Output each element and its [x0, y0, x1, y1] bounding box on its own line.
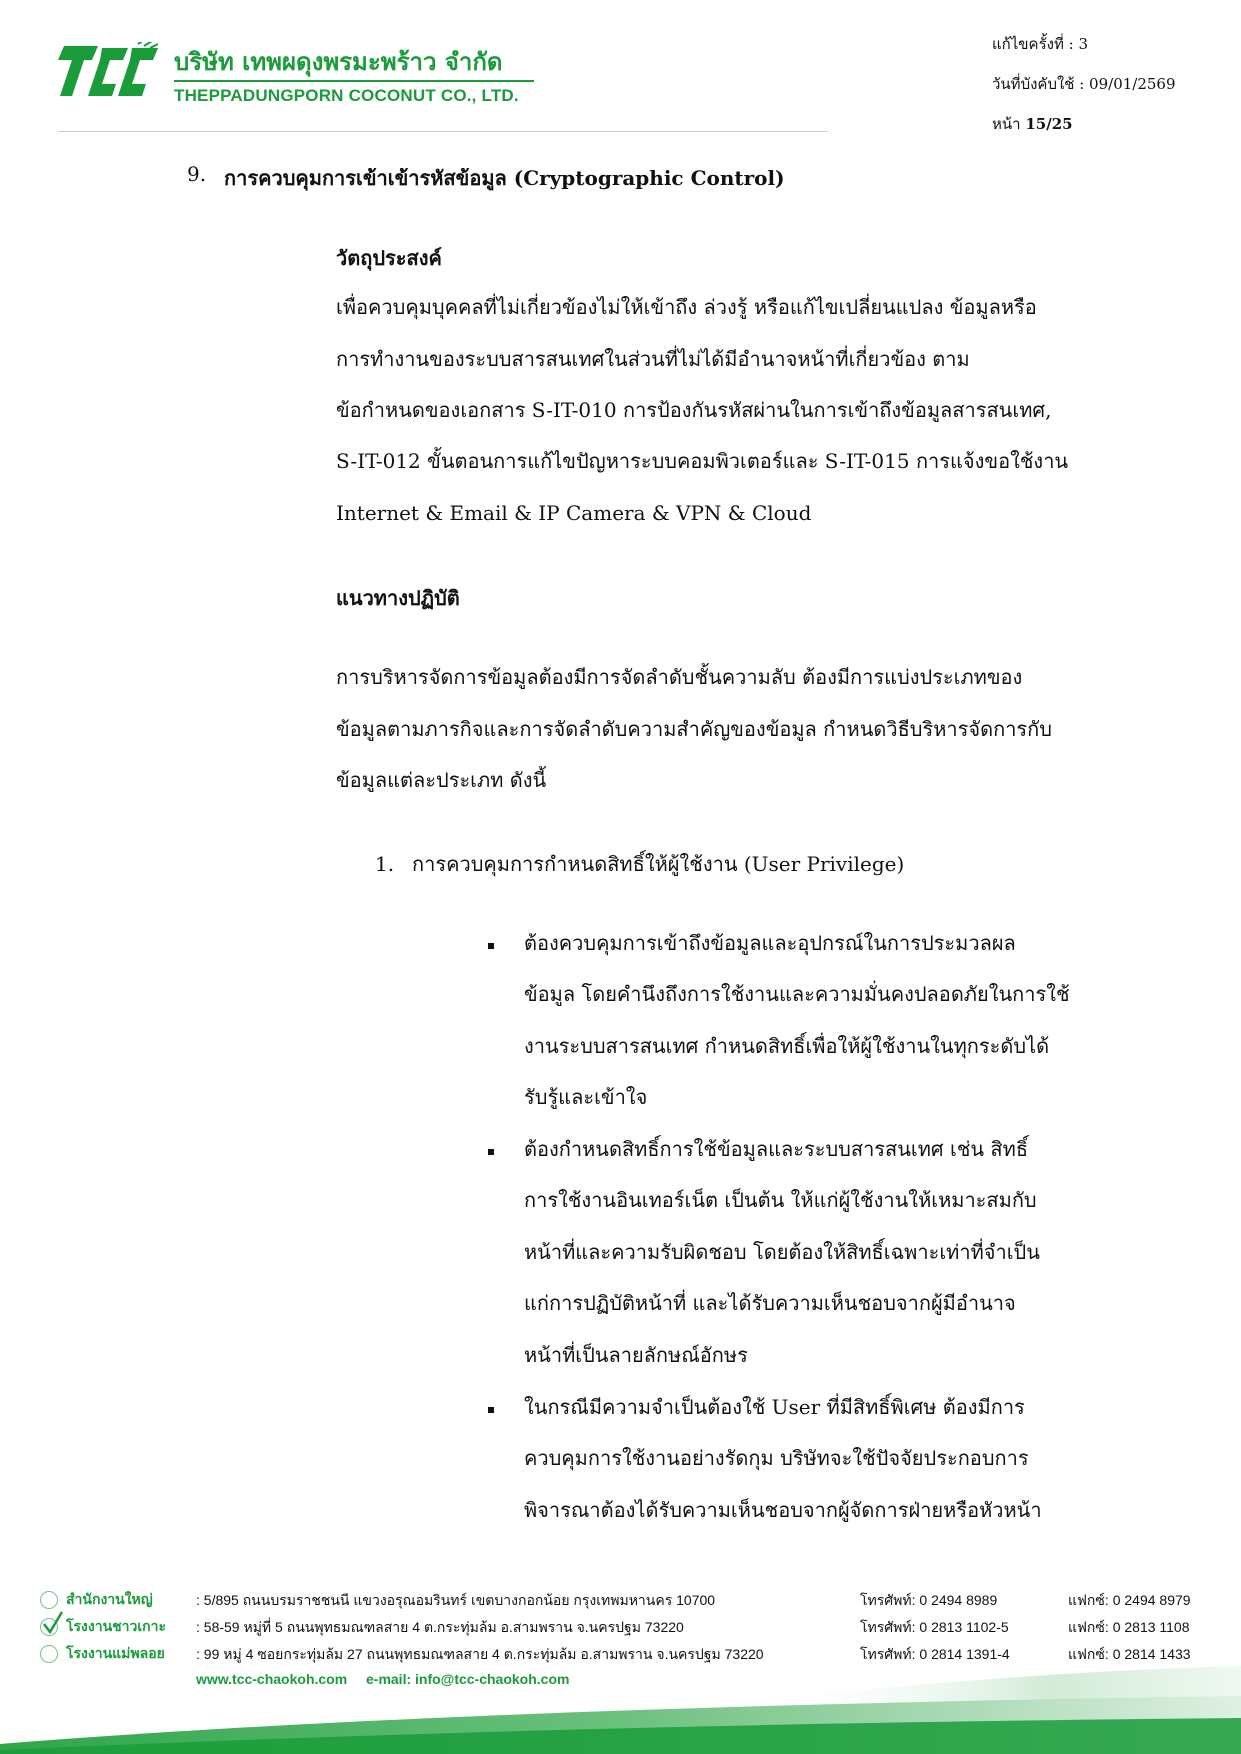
bullet-line: ต้องควบคุมการเข้าถึงข้อมูลและอุปกรณ์ในการประมวลผล [524, 931, 1016, 955]
header-divider [58, 131, 828, 132]
office-phone: โทรศัพท์: 0 2813 1102-5 [860, 1619, 1009, 1635]
objective-line: การทำงานของระบบสารสนเทศในส่วนที่ไม่ได้มีอำนาจหน้าที่เกี่ยวข้อง ตาม [336, 347, 970, 371]
bullet-line: หน้าที่และความรับผิดชอบ โดยต้องให้สิทธิ์เฉพาะเท่าที่จำเป็น [524, 1240, 1040, 1264]
practice-line: การบริหารจัดการข้อมูลต้องมีการจัดลำดับชั้นความลับ ต้องมีการแบ่งประเภทของ [336, 665, 1023, 689]
page-number [992, 112, 1073, 136]
revision-number: แก้ไขครั้งที่ : 3 [992, 35, 1088, 53]
company-logo [58, 42, 158, 100]
footer-website[interactable]: www.tcc-chaokoh.com [196, 1671, 348, 1687]
bullet-line: งานระบบสารสนเทศ กำหนดสิทธิ์เพื่อให้ผู้ใช้งานในทุกระดับได้ [524, 1034, 1050, 1058]
bullet-line: ข้อมูล โดยคำนึงถึงการใช้งานและความมั่นคงปลอดภัยในการใช้ [524, 982, 1070, 1006]
bullet-marker [488, 1149, 494, 1155]
office-phone: โทรศัพท์: 0 2814 1391-4 [860, 1646, 1010, 1662]
bullet-line: รับรู้และเข้าใจ [524, 1085, 648, 1109]
footer-wave-decoration [0, 1660, 1241, 1754]
bullet-marker [488, 943, 494, 949]
practice-line: ข้อมูลตามภารกิจและการจัดลำดับความสำคัญของข้อมูล กำหนดวิธีบริหารจัดการกับ [336, 717, 1052, 741]
office-phone: โทรศัพท์: 0 2494 8989 [860, 1592, 998, 1608]
check-icon [40, 1610, 64, 1636]
bullet-line: หน้าที่เป็นลายลักษณ์อักษร [524, 1343, 748, 1367]
company-name-underline [174, 80, 534, 82]
office-fax: แฟกซ์: 0 2813 1108 [1068, 1619, 1190, 1635]
practice-heading: แนวทางปฏิบัติ [336, 586, 460, 610]
bullet-line: ต้องกำหนดสิทธิ์การใช้ข้อมูลและระบบสารสนเทศ เช่น สิทธิ์ [524, 1137, 1029, 1161]
section-number: 9. [187, 162, 207, 186]
bullet-line: แก่การปฏิบัติหน้าที่ และได้รับความเห็นชอบจากผู้มีอำนาจ [524, 1291, 1016, 1315]
office-name: โรงงานแม่พลอย [66, 1646, 165, 1662]
bullet-line: การใช้งานอินเทอร์เน็ต เป็นต้น ให้แก่ผู้ใช้งานให้เหมาะสมกับ [524, 1188, 1037, 1212]
office-name: โรงงานชาวเกาะ [66, 1619, 167, 1635]
office-fax: แฟกซ์: 0 2814 1433 [1068, 1646, 1191, 1662]
section-title: การควบคุมการเข้าเข้ารหัสข้อมูล (Cryptographic Control) [224, 166, 785, 190]
footer-email[interactable]: e-mail: info@tcc-chaokoh.com [366, 1671, 570, 1687]
office-address: : 99 หมู่ 4 ซอยกระทุ่มล้ม 27 ถนนพุทธมณฑลสาย 4 ต.กระทุ่มล้ม อ.สามพราน จ.นครปฐม 73220 [196, 1646, 764, 1662]
company-name-thai: บริษัท เทพผดุงพรมะพร้าว จำกัด [174, 48, 503, 76]
page-number-prefix: หน้า [992, 115, 1021, 133]
objective-line: ข้อกำหนดของเอกสาร S-IT-010 การป้องกันรหัสผ่านในการเข้าถึงข้อมูลสารสนเทศ, [336, 398, 1052, 422]
office-address: : 5/895 ถนนบรมราชชนนี แขวงอรุณอมรินทร์ เขตบางกอกน้อย กรุงเทพมหานคร 10700 [196, 1592, 716, 1608]
objective-line: Internet & Email & IP Camera & VPN & Cloud [336, 501, 812, 525]
company-name-english: THEPPADUNGPORN COCONUT CO., LTD. [174, 86, 519, 105]
practice-line: ข้อมูลแต่ละประเภท ดังนี้ [336, 768, 547, 792]
office-fax: แฟกซ์: 0 2494 8979 [1068, 1592, 1191, 1608]
objective-heading: วัตถุประสงค์ [336, 246, 442, 270]
item-title: การควบคุมการกำหนดสิทธิ์ให้ผู้ใช้งาน (User Privilege) [412, 852, 905, 876]
bullet-marker [488, 1407, 494, 1413]
bullet-line: ควบคุมการใช้งานอย่างรัดกุม บริษัทจะใช้ปัจจัยประกอบการ [524, 1446, 1029, 1470]
bullet-line: ในกรณีมีความจำเป็นต้องใช้ User ที่มีสิทธิ์พิเศษ ต้องมีการ [524, 1395, 1025, 1419]
office-address: : 58-59 หมู่ที่ 5 ถนนพุทธมณฑลสาย 4 ต.กระทุ่มล้ม อ.สามพราน จ.นครปฐม 73220 [196, 1619, 684, 1635]
objective-line: S-IT-012 ขั้นตอนการแก้ไขปัญหาระบบคอมพิวเตอร์และ S-IT-015 การแจ้งขอใช้งาน [336, 449, 1069, 473]
effective-date: วันที่บังคับใช้ : 09/01/2569 [992, 75, 1176, 93]
page-number-value: 15/25 [1025, 115, 1073, 133]
item-number: 1. [375, 852, 395, 876]
office-name: สำนักงานใหญ่ [66, 1592, 153, 1608]
objective-line: เพื่อควบคุมบุคคลที่ไม่เกี่ยวข้องไม่ให้เข้าถึง ล่วงรู้ หรือแก้ไขเปลี่ยนแปลง ข้อมูลหรือ [336, 295, 1037, 319]
bullet-line: พิจารณาต้องได้รับความเห็นชอบจากผู้จัดการฝ่ายหรือหัวหน้า [524, 1498, 1042, 1522]
office-radio-circle [40, 1591, 58, 1609]
